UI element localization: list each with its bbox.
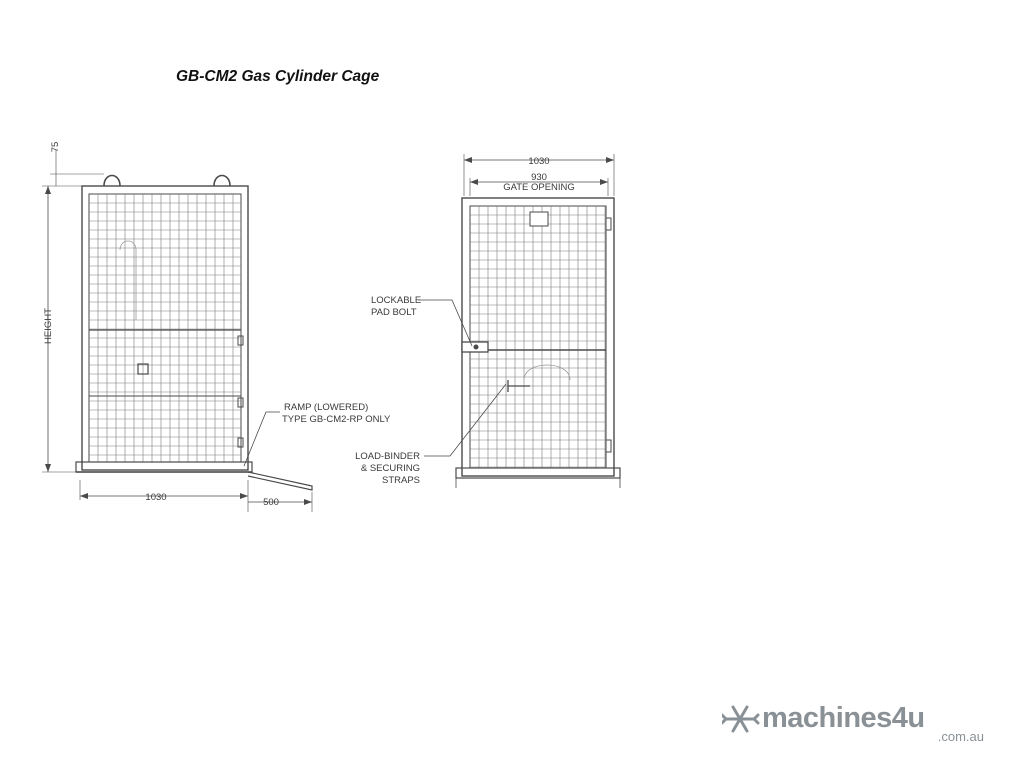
right-width-value: 1030 <box>528 156 550 167</box>
gate-opening-label: GATE OPENING <box>503 182 575 193</box>
right-cage-inner-frame <box>470 206 606 468</box>
left-ramp <box>248 472 312 490</box>
right-cage-mesh <box>470 206 606 468</box>
ramp-length-value: 500 <box>263 497 279 508</box>
height-label: HEIGHT <box>43 308 54 344</box>
ramp-label-line2: TYPE GB-CM2-RP ONLY <box>282 414 391 425</box>
snowflake-icon <box>722 707 758 731</box>
binder-label-line1: LOAD-BINDER <box>355 451 420 462</box>
brand-logo <box>722 700 988 744</box>
brand-name-part2: 4u <box>891 702 925 734</box>
padbolt-label-line1: LOCKABLE <box>371 295 422 306</box>
left-cage-mesh <box>89 194 241 462</box>
drawing-title: GB-CM2 Gas Cylinder Cage <box>176 68 380 85</box>
brand-name-part1: machines <box>762 702 892 734</box>
lifting-lug-left <box>104 176 120 187</box>
brand-domain: .com.au <box>937 729 984 744</box>
left-cage-inner-frame <box>89 194 241 462</box>
binder-label-line2: & SECURING <box>360 463 420 474</box>
ramp-leader <box>244 412 280 466</box>
left-cage-view <box>42 150 312 512</box>
left-width-value: 1030 <box>145 492 167 503</box>
svg-text:machines4u <box>762 702 925 734</box>
lifting-lug-right <box>214 176 230 187</box>
load-binder <box>508 380 530 392</box>
brand-mark <box>722 700 988 744</box>
top-dimension-value: 75 <box>50 141 61 153</box>
padbolt-label-line2: PAD BOLT <box>371 307 417 318</box>
right-cage-view <box>418 154 620 488</box>
padbolt-leader <box>418 300 472 346</box>
right-cage-frame <box>462 198 614 476</box>
ramp-label-line1: RAMP (LOWERED) <box>284 402 369 413</box>
gate-width-value: 930 <box>531 172 547 183</box>
binder-label-line3: STRAPS <box>381 475 420 486</box>
